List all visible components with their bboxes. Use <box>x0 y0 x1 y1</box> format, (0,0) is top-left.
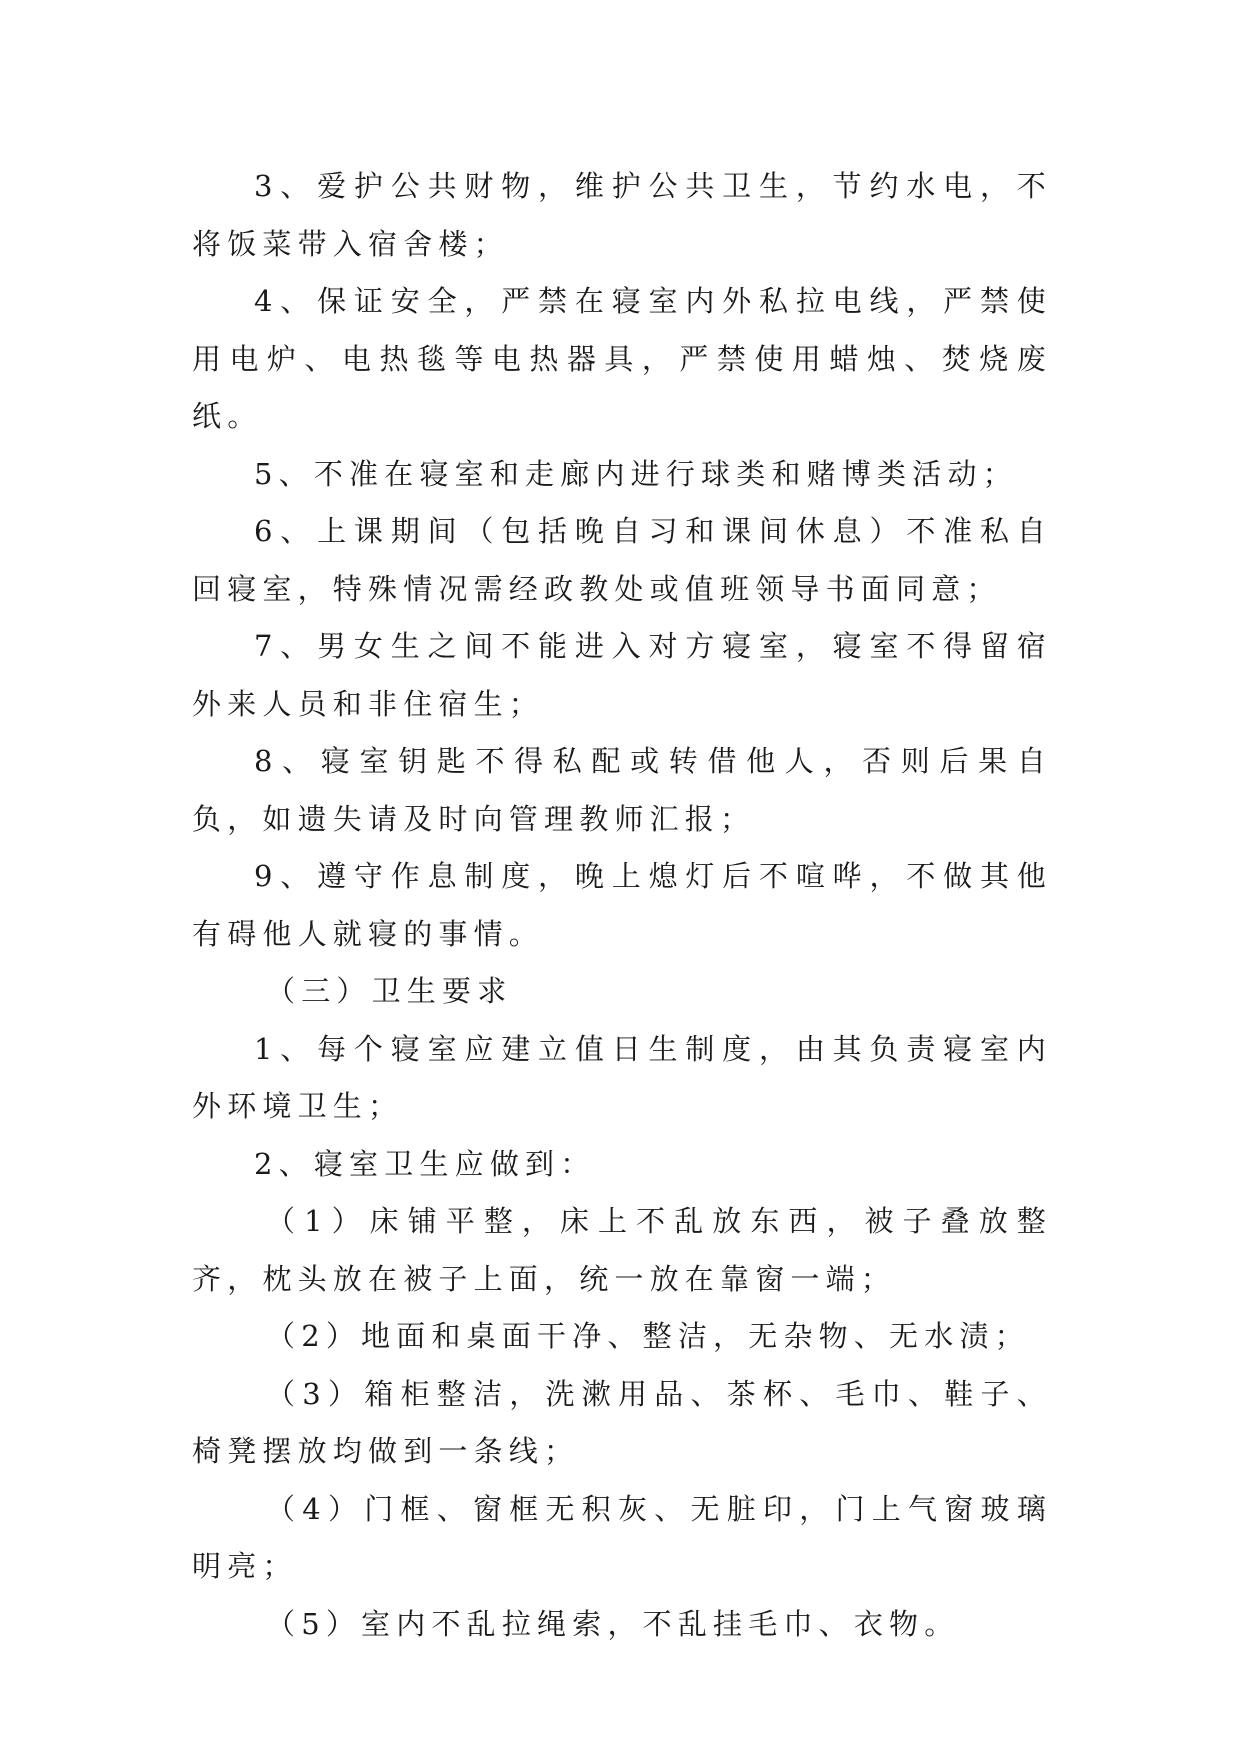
hygiene-rule-2-paragraph: 2、寝室卫生应做到： <box>254 1146 596 1181</box>
rule-4-paragraph: 4、保证安全，严禁在寝室内外私拉电线，严禁使用电炉、电热毯等电热器具，严禁使用蜡烛、焚烧废纸。 <box>192 284 1052 433</box>
hygiene-rule-1-paragraph: 1、每个寝室应建立值日生制度，由其负责寝室内外环境卫生； <box>192 1031 1052 1123</box>
hygiene-item-5-paragraph: （5）室内不乱拉绳索，不乱挂毛巾、衣物。 <box>266 1606 960 1641</box>
rule-9-paragraph: 9、遵守作息制度，晚上熄灯后不喧哗，不做其他有碍他人就寝的事情。 <box>192 859 1052 951</box>
hygiene-item-1-paragraph: （1）床铺平整，床上不乱放东西，被子叠放整齐，枕头放在被子上面，统一放在靠窗一端； <box>192 1204 1052 1296</box>
section-heading-hygiene: （三）卫生要求 <box>266 974 513 1008</box>
hygiene-item-4-paragraph: （4）门框、窗框无积灰、无脏印，门上气窗玻璃明亮； <box>192 1491 1052 1583</box>
document-body <box>192 158 1052 1653</box>
rule-3-paragraph: 3、爱护公共财物，维护公共卫生，节约水电，不将饭菜带入宿舍楼； <box>192 169 1052 261</box>
hygiene-item-2-paragraph: （2）地面和桌面干净、整洁，无杂物、无水渍； <box>266 1319 1030 1353</box>
rule-5-paragraph: 5、不准在寝室和走廊内进行球类和赌博类活动； <box>254 456 1018 491</box>
rule-6-paragraph: 6、上课期间（包括晚自习和课间休息）不准私自回寝室，特殊情况需经政教处或值班领导书面同意； <box>192 514 1052 606</box>
hygiene-item-3-paragraph: （3）箱柜整洁，洗漱用品、茶杯、毛巾、鞋子、椅凳摆放均做到一条线； <box>192 1376 1052 1468</box>
rule-8-paragraph: 8、寝室钥匙不得私配或转借他人，否则后果自负，如遗失请及时向管理教师汇报； <box>192 744 1052 836</box>
rule-7-paragraph: 7、男女生之间不能进入对方寝室，寝室不得留宿外来人员和非住宿生； <box>192 629 1052 721</box>
